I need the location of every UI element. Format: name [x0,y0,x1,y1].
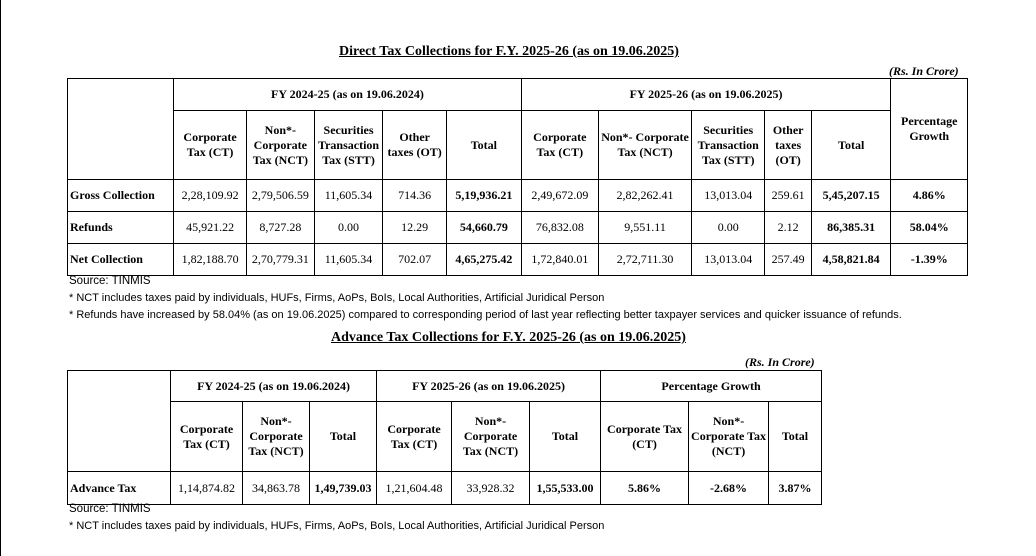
direct-curr-col-ct: Corporate Tax (CT) [521,111,598,180]
cell: 2.12 [765,212,811,244]
direct-curr-col-stt: Securities Transaction Tax (STT) [692,111,765,180]
cell-growth: 5.86% [601,472,689,505]
cell-growth: 4.86% [891,180,968,212]
cell: 2,72,711.30 [599,244,692,276]
advance-curr-col-total: Total [530,402,601,472]
cell-growth: 58.04% [891,212,968,244]
direct-note-refunds: * Refunds have increased by 58.04% (as on 19.06.2025) compared to corresponding period of last year reflecting better taxpayer services and quicker issuance of refunds. [69,309,902,321]
table-row [68,244,968,276]
cell-total: 1,49,739.03 [310,472,377,505]
advance-tax-table [67,370,822,505]
advance-growth-col-nct: Non*- Corporate Tax (NCT) [689,402,769,472]
advance-fy-curr-header: FY 2025-26 (as on 19.06.2025) [377,371,601,402]
direct-column-header-row [68,111,968,180]
cell: 257.49 [765,244,811,276]
cell: 259.61 [765,180,811,212]
direct-prev-col-nct: Non*- Corporate Tax (NCT) [246,111,314,180]
advance-column-header-row [68,402,822,472]
cell: 2,28,109.92 [174,180,246,212]
table-row [68,472,822,505]
direct-prev-col-stt: Securities Transaction Tax (STT) [314,111,382,180]
cell-growth: -2.68% [689,472,769,505]
advance-tax-title: Advance Tax Collections for F.Y. 2025-26 (as on 19.06.2025) [331,330,686,345]
cell: 11,605.34 [314,244,382,276]
cell: 702.07 [383,244,447,276]
advance-growth-header: Percentage Growth [601,371,822,402]
direct-growth-header: Percentage Growth [891,79,968,180]
cell-growth: 3.87% [769,472,822,505]
direct-source: Source: TINMIS [69,275,151,287]
direct-curr-col-total: Total [811,111,891,180]
cell: 9,551.11 [599,212,692,244]
cell: 1,82,188.70 [174,244,246,276]
advance-growth-col-total: Total [769,402,822,472]
advance-prev-col-ct: Corporate Tax (CT) [171,402,243,472]
advance-fy-header-row [68,371,822,402]
cell: 34,863.78 [243,472,310,505]
table-row [68,180,968,212]
cell: 0.00 [314,212,382,244]
cell-total: 5,19,936.21 [447,180,521,212]
direct-tax-table [67,78,968,276]
direct-corner-cell [68,79,174,180]
cell: 0.00 [692,212,765,244]
direct-fy-curr-header: FY 2025-26 (as on 19.06.2025) [521,79,891,111]
advance-note-nct: * NCT includes taxes paid by individuals, HUFs, Firms, AoPs, BoIs, Local Authorities, Artificial Juridical Person [69,520,605,532]
cell: 76,832.08 [521,212,598,244]
page-border [0,0,1,556]
cell: 1,21,604.48 [377,472,452,505]
advance-corner-cell [68,371,171,472]
advance-source: Source: TINMIS [69,503,151,515]
direct-curr-col-nct: Non*- Corporate Tax (NCT) [599,111,692,180]
cell: 1,14,874.82 [171,472,243,505]
cell: 11,605.34 [314,180,382,212]
direct-fy-header-row [68,79,968,111]
cell: 8,727.28 [246,212,314,244]
row-label: Net Collection [68,244,174,276]
cell: 13,013.04 [692,244,765,276]
direct-tax-title: Direct Tax Collections for F.Y. 2025-26 (as on 19.06.2025) [339,44,679,59]
cell-total: 5,45,207.15 [811,180,891,212]
row-label: Advance Tax [68,472,171,505]
cell: 2,49,672.09 [521,180,598,212]
cell: 33,928.32 [452,472,530,505]
direct-prev-col-ot: Other taxes (OT) [383,111,447,180]
cell: 2,82,262.41 [599,180,692,212]
advance-growth-col-ct: Corporate Tax (CT) [601,402,689,472]
direct-prev-col-ct: Corporate Tax (CT) [174,111,246,180]
advance-tax-unit: (Rs. In Crore) [745,355,815,369]
row-label: Gross Collection [68,180,174,212]
advance-prev-col-total: Total [310,402,377,472]
direct-tax-unit: (Rs. In Crore) [889,64,959,78]
advance-prev-col-nct: Non*- Corporate Tax (NCT) [243,402,310,472]
cell-total: 4,58,821.84 [811,244,891,276]
direct-curr-col-ot: Other taxes (OT) [765,111,811,180]
cell-growth: -1.39% [891,244,968,276]
direct-prev-col-total: Total [447,111,521,180]
cell: 714.36 [383,180,447,212]
cell-total: 4,65,275.42 [447,244,521,276]
cell: 12.29 [383,212,447,244]
direct-fy-prev-header: FY 2024-25 (as on 19.06.2024) [174,79,521,111]
cell: 2,70,779.31 [246,244,314,276]
cell-total: 54,660.79 [447,212,521,244]
cell: 45,921.22 [174,212,246,244]
advance-curr-col-nct: Non*- Corporate Tax (NCT) [452,402,530,472]
row-label: Refunds [68,212,174,244]
advance-fy-prev-header: FY 2024-25 (as on 19.06.2024) [171,371,377,402]
table-row [68,212,968,244]
cell-total: 86,385.31 [811,212,891,244]
direct-note-nct: * NCT includes taxes paid by individuals, HUFs, Firms, AoPs, BoIs, Local Authorities, Artificial Juridical Person [69,292,605,304]
cell-total: 1,55,533.00 [530,472,601,505]
cell: 1,72,840.01 [521,244,598,276]
cell: 13,013.04 [692,180,765,212]
advance-curr-col-ct: Corporate Tax (CT) [377,402,452,472]
cell: 2,79,506.59 [246,180,314,212]
